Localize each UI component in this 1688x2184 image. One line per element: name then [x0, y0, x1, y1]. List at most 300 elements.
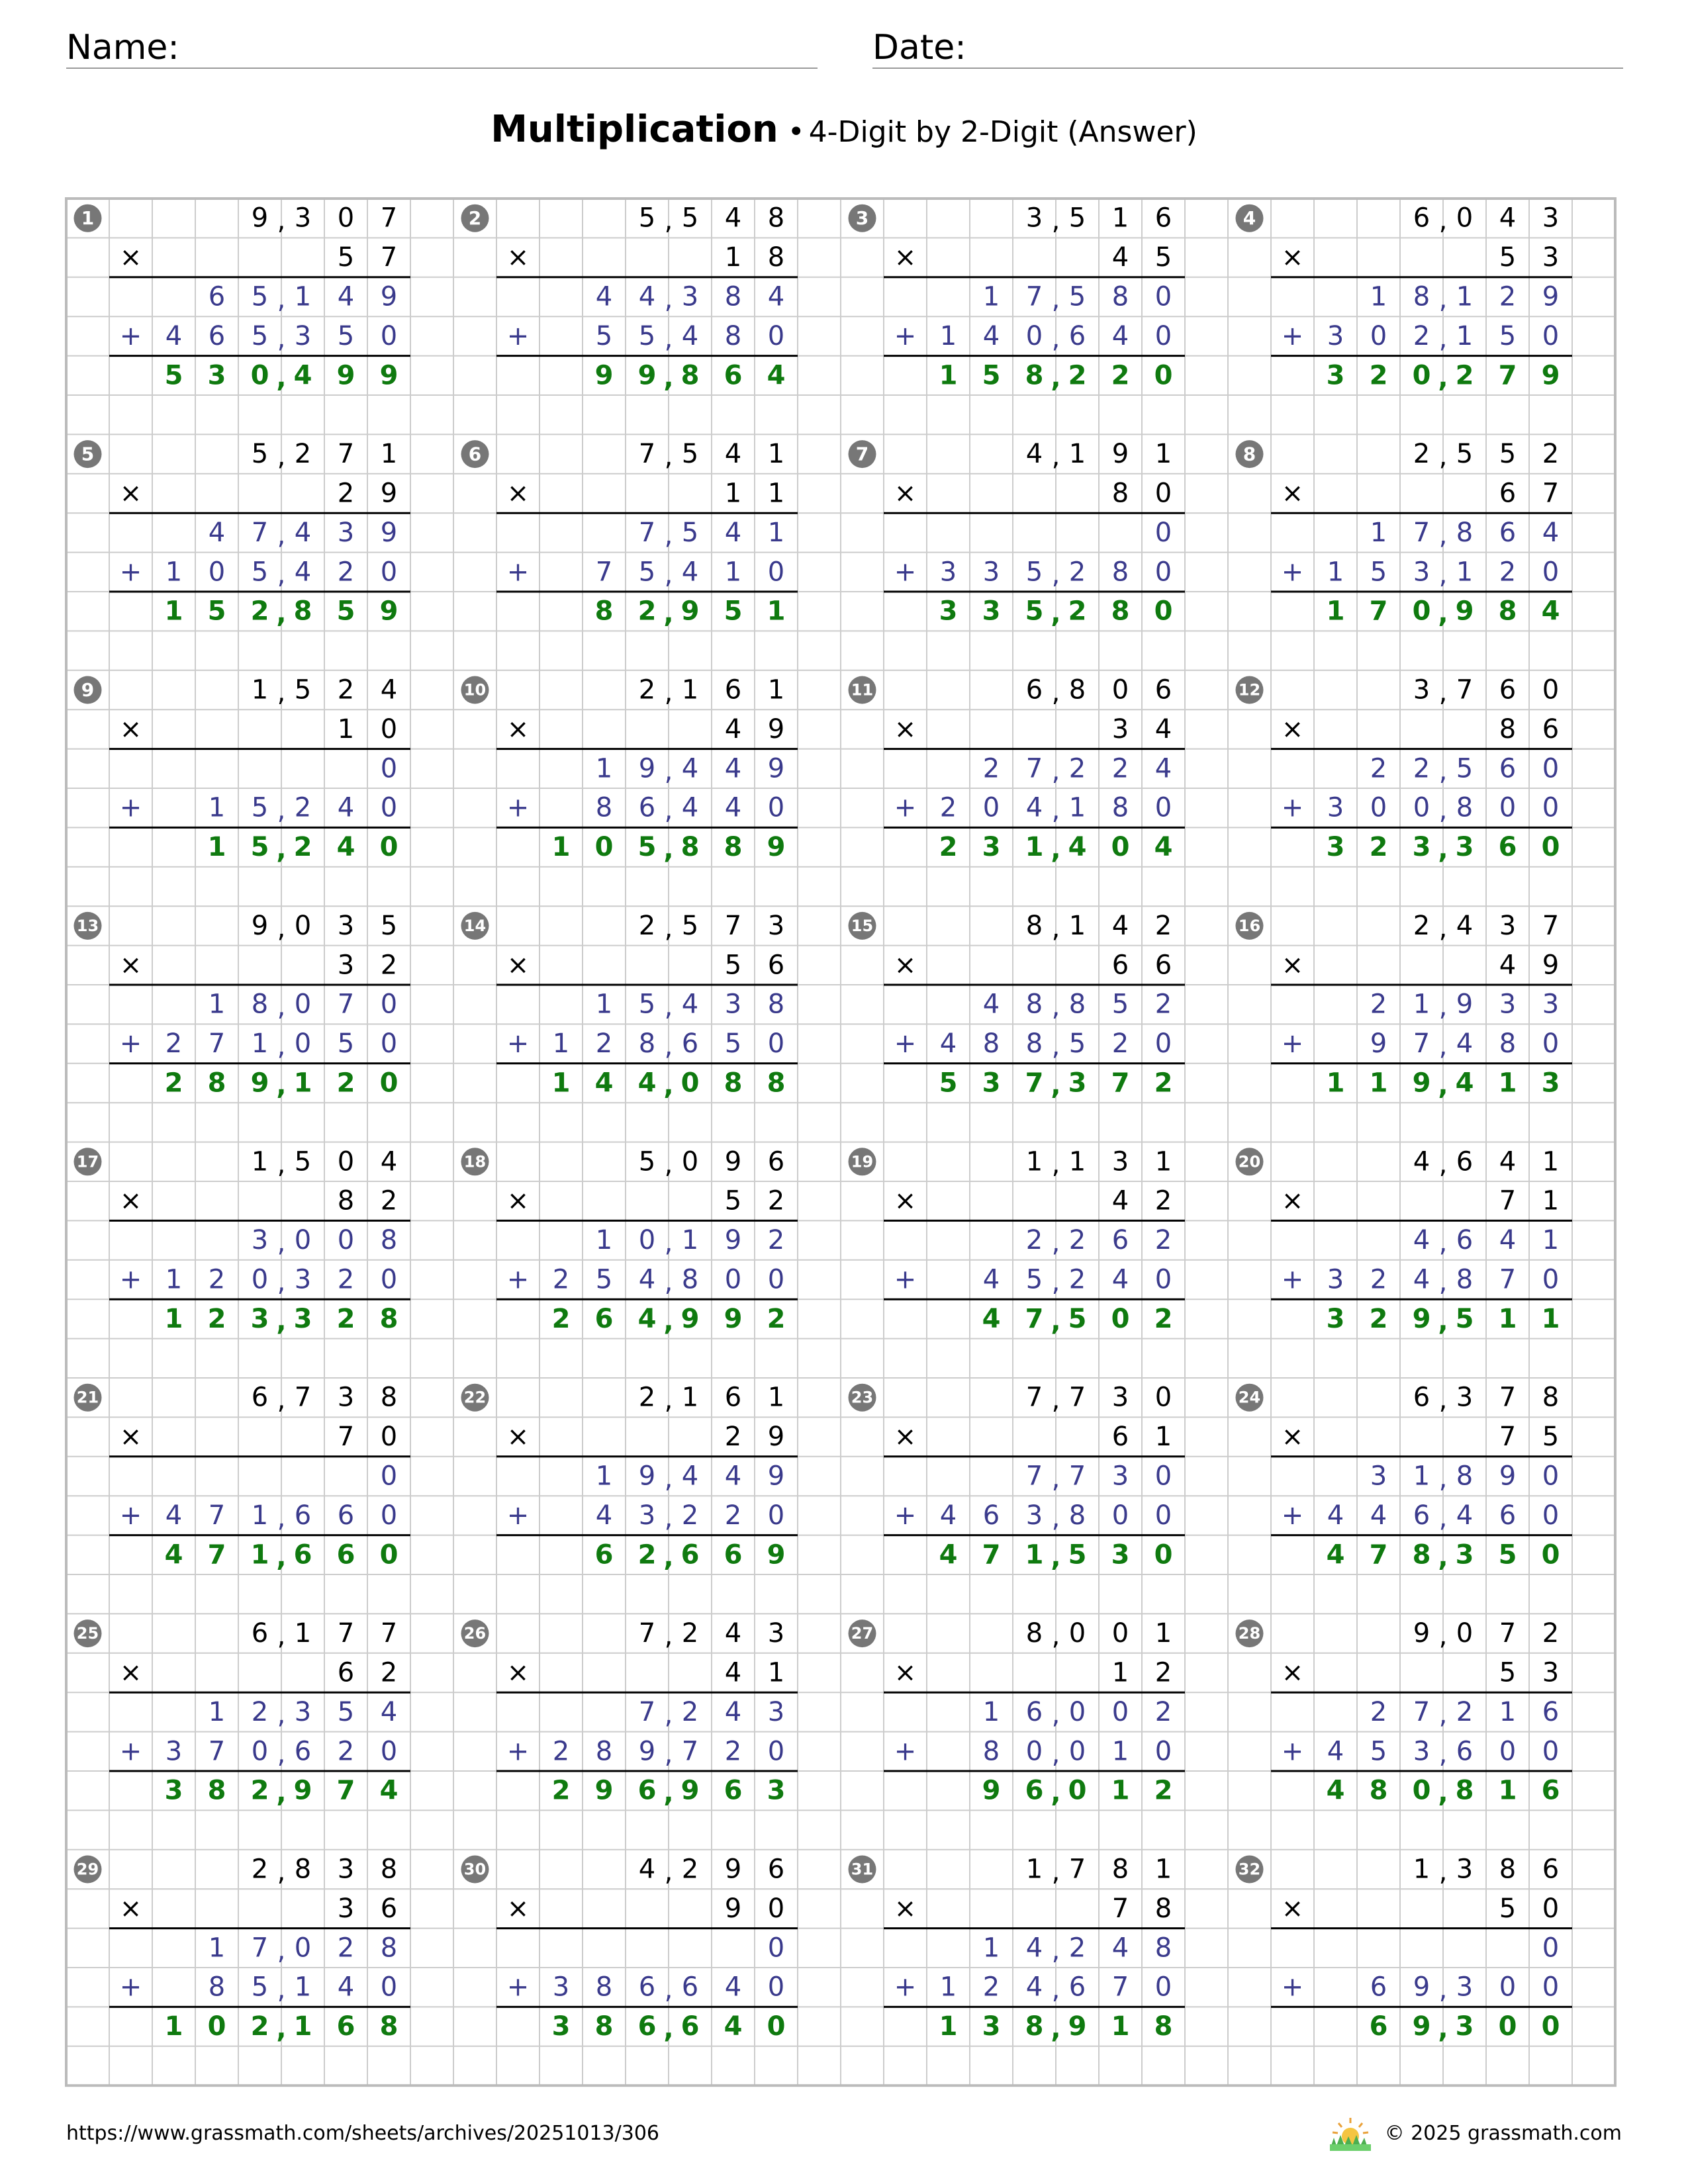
- partial-product-1-digit: 9: [380, 517, 398, 548]
- answer-digit: 6: [1541, 1775, 1560, 1806]
- multiplicand-digit: 1: [1154, 439, 1172, 470]
- partial-product-2-digit: 3: [638, 1500, 656, 1531]
- multiplicand-digit: 5: [638, 1146, 656, 1177]
- problem-number: 31: [851, 1860, 874, 1879]
- multiplier-digit: 2: [724, 1422, 742, 1453]
- partial-product-2-digit: 4: [1413, 1264, 1430, 1295]
- multiplicand-digit: 1: [1111, 203, 1129, 234]
- partial-product-1-digit: 4: [681, 1461, 699, 1492]
- multiplier-digit: 6: [1111, 950, 1129, 981]
- answer-digit: 9: [767, 832, 786, 863]
- partial-product-2-digit: 2: [552, 1264, 570, 1295]
- answer-digit: 0: [1111, 832, 1130, 863]
- multiplicand-digit: 0: [1111, 674, 1129, 705]
- multiplicand-digit: 1: [251, 1146, 269, 1177]
- answer-digit: 1: [1025, 832, 1044, 863]
- partial-product-1-digit: 7: [1413, 517, 1430, 548]
- partial-product-1-digit: 6: [1542, 1696, 1560, 1727]
- partial-product-2-digit: 2: [681, 1500, 699, 1531]
- multiplicand-digit: 8: [1068, 674, 1086, 705]
- partial-product-1-digit: 6: [1025, 1696, 1043, 1727]
- partial-product-2-digit: 4: [1327, 1500, 1344, 1531]
- partial-product-1-digit: 0: [294, 1933, 312, 1964]
- plus-sign: +: [119, 320, 142, 351]
- footer-copyright: © 2025 grassmath.com: [1384, 2122, 1622, 2145]
- multiplicand-digit: 3: [1542, 203, 1560, 234]
- partial-product-1-digit: 3: [1111, 1461, 1129, 1492]
- multiplicand-digit: 6: [724, 674, 742, 705]
- multiplier-digit: 2: [337, 478, 355, 509]
- problem-number: 7: [855, 443, 869, 465]
- multiplier-digit: 8: [337, 1185, 355, 1216]
- partial-product-1-digit: 1: [1370, 281, 1387, 312]
- plus-sign: +: [1281, 1028, 1304, 1060]
- answer-digit: 7: [982, 1539, 1001, 1570]
- partial-product-1-digit: 1: [208, 989, 226, 1020]
- partial-product-1-digit: 7: [251, 517, 269, 548]
- multiplier-digit: 9: [767, 1422, 785, 1453]
- partial-product-2-digit: 0: [1542, 320, 1560, 351]
- partial-product-2-digit: 8: [681, 1264, 699, 1295]
- partial-product-2-digit: 5: [595, 320, 613, 351]
- partial-product-2-digit: 6: [294, 1500, 312, 1531]
- partial-product-2-digit: 4: [1456, 1028, 1474, 1060]
- plus-sign: +: [1281, 1972, 1304, 2003]
- answer-comma: ,: [1438, 598, 1448, 629]
- answer-digit: 0: [767, 2011, 786, 2042]
- partial-product-2-digit: 3: [1327, 792, 1344, 823]
- multiplicand-comma: ,: [1051, 1385, 1060, 1416]
- partial-product-2-digit: 0: [251, 1264, 269, 1295]
- partial-product-1-digit: 4: [724, 1461, 742, 1492]
- partial-product-1-comma: ,: [1051, 1463, 1060, 1494]
- multiplicand-digit: 9: [251, 203, 269, 234]
- partial-product-1-comma: ,: [1051, 1699, 1060, 1730]
- answer-digit: 5: [1498, 1539, 1517, 1570]
- partial-product-1-digit: 8: [380, 1933, 398, 1964]
- multiplicand-digit: 6: [251, 1618, 269, 1649]
- partial-product-1-digit: 8: [1111, 281, 1129, 312]
- answer-digit: 2: [1455, 360, 1474, 391]
- answer-digit: 1: [207, 832, 226, 863]
- partial-product-2-comma: ,: [277, 1267, 286, 1298]
- multiplicand-digit: 8: [1111, 1854, 1129, 1885]
- partial-product-2-comma: ,: [277, 559, 286, 590]
- multiplicand-digit: 5: [1456, 439, 1474, 470]
- answer-comma: ,: [1051, 835, 1061, 866]
- answer-digit: 3: [1455, 832, 1474, 863]
- partial-product-2-digit: 7: [1111, 1972, 1129, 2003]
- partial-product-1-digit: 2: [1154, 989, 1172, 1020]
- partial-product-2-comma: ,: [1438, 1739, 1448, 1770]
- multiplicand-digit: 4: [724, 203, 742, 234]
- answer-digit: 4: [164, 1539, 183, 1570]
- partial-product-2-digit: 7: [1413, 1028, 1430, 1060]
- multiplicand-digit: 4: [1025, 439, 1043, 470]
- answer-digit: 2: [164, 1068, 183, 1099]
- times-sign: ×: [119, 478, 142, 509]
- partial-product-2-digit: 2: [724, 1736, 742, 1767]
- partial-product-2-digit: 5: [251, 320, 269, 351]
- footer-url: https://www.grassmath.com/sheets/archives/20251013/306: [66, 2122, 660, 2145]
- multiplier-digit: 0: [380, 1422, 398, 1453]
- plus-sign: +: [894, 1500, 917, 1531]
- answer-digit: 8: [1111, 596, 1130, 627]
- partial-product-2-digit: 1: [251, 1500, 269, 1531]
- times-sign: ×: [506, 478, 530, 509]
- multiplier-digit: 3: [337, 1893, 355, 1924]
- answer-digit: 5: [982, 360, 1001, 391]
- partial-product-2-digit: 3: [1456, 1972, 1474, 2003]
- partial-product-1-digit: 0: [1111, 1696, 1129, 1727]
- multiplier-digit: 8: [767, 242, 785, 273]
- partial-product-1-digit: 6: [1499, 517, 1517, 548]
- multiplicand-digit: 6: [1154, 674, 1172, 705]
- answer-digit: 5: [164, 360, 183, 391]
- multiplicand-digit: 6: [1154, 203, 1172, 234]
- answer-digit: 8: [680, 360, 700, 391]
- multiplicand-digit: 4: [380, 674, 398, 705]
- answer-digit: 1: [293, 1068, 312, 1099]
- answer-comma: ,: [276, 363, 287, 394]
- partial-product-2-digit: 4: [982, 1264, 1000, 1295]
- answer-digit: 1: [1498, 1775, 1517, 1806]
- partial-product-1-digit: 6: [1456, 1225, 1474, 1256]
- answer-digit: 3: [250, 1303, 269, 1334]
- multiplicand-digit: 3: [337, 1382, 355, 1413]
- partial-product-2-digit: 6: [294, 1736, 312, 1767]
- answer-digit: 3: [982, 832, 1001, 863]
- times-sign: ×: [506, 1422, 530, 1453]
- multiplier-digit: 1: [1542, 1185, 1560, 1216]
- partial-product-1-comma: ,: [1438, 284, 1448, 315]
- answer-digit: 3: [1326, 1303, 1345, 1334]
- partial-product-2-digit: 5: [1025, 1264, 1043, 1295]
- plus-sign: +: [119, 792, 142, 823]
- partial-product-2-digit: 6: [1068, 1972, 1086, 2003]
- partial-product-2-digit: 8: [208, 1972, 226, 2003]
- answer-digit: 9: [1412, 2011, 1431, 2042]
- problem-number: 22: [463, 1388, 487, 1407]
- partial-product-2-comma: ,: [664, 1031, 673, 1062]
- partial-product-1-digit: 8: [251, 989, 269, 1020]
- answer-digit: 1: [1369, 1068, 1388, 1099]
- partial-product-1-digit: 2: [1025, 1225, 1043, 1256]
- multiplicand-digit: 1: [380, 439, 398, 470]
- answer-digit: 6: [724, 1775, 743, 1806]
- multiplier-digit: 5: [1499, 242, 1517, 273]
- multiplicand-digit: 8: [1025, 1618, 1043, 1649]
- answer-comma: ,: [1438, 1306, 1448, 1337]
- partial-product-2-digit: 0: [1154, 792, 1172, 823]
- partial-product-2-digit: 1: [165, 1264, 183, 1295]
- multiplicand-digit: 2: [1413, 910, 1430, 941]
- multiplicand-digit: 3: [1111, 1382, 1129, 1413]
- multiplicand-digit: 7: [1499, 1382, 1517, 1413]
- answer-digit: 3: [982, 2011, 1001, 2042]
- answer-digit: 2: [939, 832, 958, 863]
- date-label: Date:: [872, 28, 966, 68]
- answer-digit: 8: [724, 832, 743, 863]
- partial-product-2-digit: 5: [595, 1264, 613, 1295]
- multiplicand-digit: 6: [1499, 674, 1517, 705]
- partial-product-1-digit: 0: [1154, 517, 1172, 548]
- partial-product-1-digit: 4: [1154, 753, 1172, 784]
- multiplicand-comma: ,: [1051, 1621, 1060, 1652]
- multiplier-digit: 9: [1542, 950, 1560, 981]
- multiplicand-digit: 4: [380, 1146, 398, 1177]
- partial-product-2-digit: 6: [638, 792, 656, 823]
- answer-comma: ,: [1438, 1542, 1448, 1573]
- partial-product-1-digit: 2: [1370, 989, 1387, 1020]
- answer-digit: 2: [637, 1539, 657, 1570]
- multiplicand-comma: ,: [277, 1856, 286, 1888]
- multiplier-digit: 5: [1499, 1893, 1517, 1924]
- partial-product-1-comma: ,: [277, 1228, 286, 1259]
- partial-product-2-digit: 4: [337, 1972, 355, 2003]
- multiplicand-digit: 0: [1111, 1618, 1129, 1649]
- multiplicand-digit: 1: [681, 1382, 699, 1413]
- partial-product-2-digit: 1: [939, 320, 957, 351]
- multiplicand-digit: 1: [767, 674, 785, 705]
- partial-product-2-digit: 0: [1154, 1736, 1172, 1767]
- multiplicand-digit: 2: [294, 439, 312, 470]
- multiplier-digit: 2: [767, 1185, 785, 1216]
- answer-digit: 0: [379, 1539, 399, 1570]
- partial-product-1-digit: 0: [294, 989, 312, 1020]
- multiplicand-digit: 1: [1154, 1618, 1172, 1649]
- multiplier-digit: 6: [1499, 478, 1517, 509]
- plus-sign: +: [1281, 1500, 1304, 1531]
- answer-digit: 3: [293, 1303, 312, 1334]
- problem-number: 19: [851, 1152, 874, 1171]
- multiplicand-digit: 3: [1456, 1854, 1474, 1885]
- partial-product-1-digit: 9: [724, 1225, 742, 1256]
- partial-product-2-digit: 6: [208, 320, 226, 351]
- answer-digit: 9: [680, 1775, 700, 1806]
- partial-product-1-digit: 0: [337, 1225, 355, 1256]
- partial-product-2-digit: 2: [552, 1736, 570, 1767]
- answer-comma: ,: [276, 1306, 287, 1337]
- multiplicand-digit: 4: [1111, 910, 1129, 941]
- partial-product-2-digit: 7: [681, 1736, 699, 1767]
- problem-number: 16: [1238, 916, 1261, 935]
- partial-product-2-digit: 4: [294, 557, 312, 588]
- partial-product-1-comma: ,: [664, 991, 673, 1023]
- partial-product-2-digit: 2: [165, 1028, 183, 1060]
- answer-digit: 0: [594, 832, 614, 863]
- answer-digit: 0: [250, 360, 269, 391]
- partial-product-1-digit: 2: [1068, 753, 1086, 784]
- multiplicand-comma: ,: [1438, 205, 1448, 236]
- partial-product-2-comma: ,: [277, 323, 286, 354]
- partial-product-1-digit: 1: [595, 753, 613, 784]
- answer-digit: 1: [1326, 1068, 1345, 1099]
- partial-product-1-digit: 1: [1413, 1461, 1430, 1492]
- multiplicand-digit: 1: [1413, 1854, 1430, 1885]
- times-sign: ×: [506, 1893, 530, 1924]
- partial-product-2-comma: ,: [1051, 1031, 1060, 1062]
- problem-number: 24: [1238, 1388, 1261, 1407]
- multiplier-digit: 0: [767, 1893, 785, 1924]
- times-sign: ×: [119, 242, 142, 273]
- times-sign: ×: [119, 713, 142, 745]
- partial-product-2-digit: 5: [724, 1028, 742, 1060]
- answer-digit: 6: [1498, 832, 1517, 863]
- answer-digit: 0: [1154, 360, 1173, 391]
- multiplicand-digit: 8: [767, 203, 785, 234]
- multiplicand-digit: 2: [1542, 439, 1560, 470]
- partial-product-2-digit: 8: [1499, 1028, 1517, 1060]
- multiplier-digit: 4: [724, 1657, 742, 1688]
- partial-product-2-digit: 0: [1413, 792, 1430, 823]
- partial-product-1-digit: 0: [1542, 1461, 1560, 1492]
- multiplicand-comma: ,: [664, 205, 673, 236]
- times-sign: ×: [894, 1657, 917, 1688]
- partial-product-1-digit: 4: [982, 989, 1000, 1020]
- multiplicand-digit: 0: [1154, 1382, 1172, 1413]
- partial-product-2-digit: 2: [1068, 1264, 1086, 1295]
- partial-product-2-digit: 0: [380, 1972, 398, 2003]
- partial-product-2-digit: 0: [208, 557, 226, 588]
- partial-product-2-digit: 4: [681, 320, 699, 351]
- answer-digit: 5: [250, 832, 269, 863]
- partial-product-1-digit: 3: [1499, 989, 1517, 1020]
- multiplicand-digit: 7: [1068, 1382, 1086, 1413]
- answer-digit: 2: [1068, 360, 1087, 391]
- problem-number: 2: [468, 207, 482, 230]
- partial-product-1-digit: 4: [337, 281, 355, 312]
- multiplicand-digit: 7: [1456, 674, 1474, 705]
- times-sign: ×: [119, 950, 142, 981]
- answer-digit: 3: [982, 1068, 1001, 1099]
- partial-product-2-digit: 0: [1542, 1736, 1560, 1767]
- answer-digit: 0: [1154, 596, 1173, 627]
- partial-product-2-digit: 5: [638, 557, 656, 588]
- answer-digit: 5: [1068, 1303, 1087, 1334]
- multiplicand-digit: 2: [1542, 1618, 1560, 1649]
- partial-product-2-digit: 0: [1154, 320, 1172, 351]
- multiplier-digit: 7: [337, 1422, 355, 1453]
- answer-digit: 8: [767, 1068, 786, 1099]
- multiplicand-digit: 0: [681, 1146, 699, 1177]
- multiplicand-digit: 7: [1542, 910, 1560, 941]
- answer-digit: 1: [1111, 2011, 1130, 2042]
- partial-product-1-digit: 1: [208, 1696, 226, 1727]
- answer-digit: 1: [1498, 1068, 1517, 1099]
- partial-product-2-comma: ,: [1051, 559, 1060, 590]
- answer-digit: 8: [1025, 360, 1044, 391]
- answer-digit: 9: [336, 360, 355, 391]
- multiplicand-digit: 7: [1025, 1382, 1043, 1413]
- multiplicand-comma: ,: [277, 1149, 286, 1180]
- multiplier-digit: 5: [724, 1185, 742, 1216]
- partial-product-1-comma: ,: [1438, 1463, 1448, 1494]
- partial-product-2-digit: 2: [724, 1500, 742, 1531]
- name-label: Name:: [66, 28, 179, 68]
- answer-digit: 6: [637, 1775, 657, 1806]
- answer-digit: 5: [724, 596, 743, 627]
- multiplier-digit: 0: [1154, 478, 1172, 509]
- multiplicand-comma: ,: [1438, 913, 1448, 944]
- partial-product-2-digit: 0: [1154, 1500, 1172, 1531]
- multiplier-digit: 5: [337, 242, 355, 273]
- multiplicand-comma: ,: [1051, 441, 1060, 473]
- multiplier-digit: 1: [724, 478, 742, 509]
- answer-digit: 1: [164, 596, 183, 627]
- partial-product-1-digit: 6: [1111, 1225, 1129, 1256]
- partial-product-2-digit: 1: [1111, 1736, 1129, 1767]
- answer-digit: 7: [1111, 1068, 1130, 1099]
- multiplier-digit: 3: [1111, 713, 1129, 745]
- partial-product-1-digit: 4: [724, 517, 742, 548]
- partial-product-1-digit: 9: [1499, 1461, 1517, 1492]
- partial-product-1-digit: 4: [681, 753, 699, 784]
- partial-product-2-digit: 4: [724, 1972, 742, 2003]
- plus-sign: +: [1281, 557, 1304, 588]
- multiplicand-digit: 5: [638, 203, 656, 234]
- problem-number: 3: [855, 207, 869, 230]
- answer-digit: 7: [1025, 1303, 1044, 1334]
- multiplicand-digit: 3: [767, 910, 785, 941]
- multiplier-digit: 9: [380, 478, 398, 509]
- partial-product-1-comma: ,: [1051, 756, 1060, 787]
- multiplicand-comma: ,: [1438, 1385, 1448, 1416]
- partial-product-1-digit: 1: [1499, 1696, 1517, 1727]
- multiplier-digit: 7: [1499, 1185, 1517, 1216]
- partial-product-2-digit: 0: [1154, 557, 1172, 588]
- partial-product-2-digit: 0: [1542, 1972, 1560, 2003]
- times-sign: ×: [894, 713, 917, 745]
- answer-comma: ,: [1051, 1542, 1061, 1573]
- partial-product-2-digit: 4: [1370, 1500, 1387, 1531]
- plus-sign: +: [119, 1736, 142, 1767]
- partial-product-2-comma: ,: [1438, 1974, 1448, 2005]
- answer-digit: 5: [1068, 1539, 1087, 1570]
- answer-digit: 0: [1412, 360, 1431, 391]
- answer-comma: ,: [276, 598, 287, 629]
- partial-product-1-digit: 4: [294, 517, 312, 548]
- partial-product-2-digit: 6: [1456, 1736, 1474, 1767]
- times-sign: ×: [1281, 1185, 1304, 1216]
- partial-product-2-digit: 4: [595, 1500, 613, 1531]
- partial-product-2-digit: 0: [767, 1264, 785, 1295]
- partial-product-2-digit: 0: [380, 1028, 398, 1060]
- partial-product-1-digit: 7: [1025, 753, 1043, 784]
- partial-product-2-digit: 0: [724, 1264, 742, 1295]
- answer-comma: ,: [1051, 1778, 1061, 1809]
- multiplicand-digit: 4: [1499, 1146, 1517, 1177]
- multiplicand-comma: ,: [664, 677, 673, 708]
- partial-product-2-digit: 5: [251, 792, 269, 823]
- partial-product-1-digit: 8: [1413, 281, 1430, 312]
- partial-product-1-digit: 0: [1154, 281, 1172, 312]
- answer-digit: 0: [1412, 1775, 1431, 1806]
- partial-product-1-digit: 2: [1154, 1225, 1172, 1256]
- partial-product-2-digit: 5: [1068, 1028, 1086, 1060]
- partial-product-2-digit: 0: [767, 1972, 785, 2003]
- multiplicand-comma: ,: [664, 1149, 673, 1180]
- partial-product-1-digit: 5: [337, 1696, 355, 1727]
- partial-product-1-digit: 9: [638, 1461, 656, 1492]
- answer-digit: 4: [724, 2011, 743, 2042]
- multiplicand-digit: 3: [1025, 203, 1043, 234]
- multiplicand-comma: ,: [664, 441, 673, 473]
- partial-product-2-digit: 6: [982, 1500, 1000, 1531]
- answer-digit: 2: [1068, 596, 1087, 627]
- answer-digit: 6: [680, 1539, 700, 1570]
- multiplier-digit: 7: [1542, 478, 1560, 509]
